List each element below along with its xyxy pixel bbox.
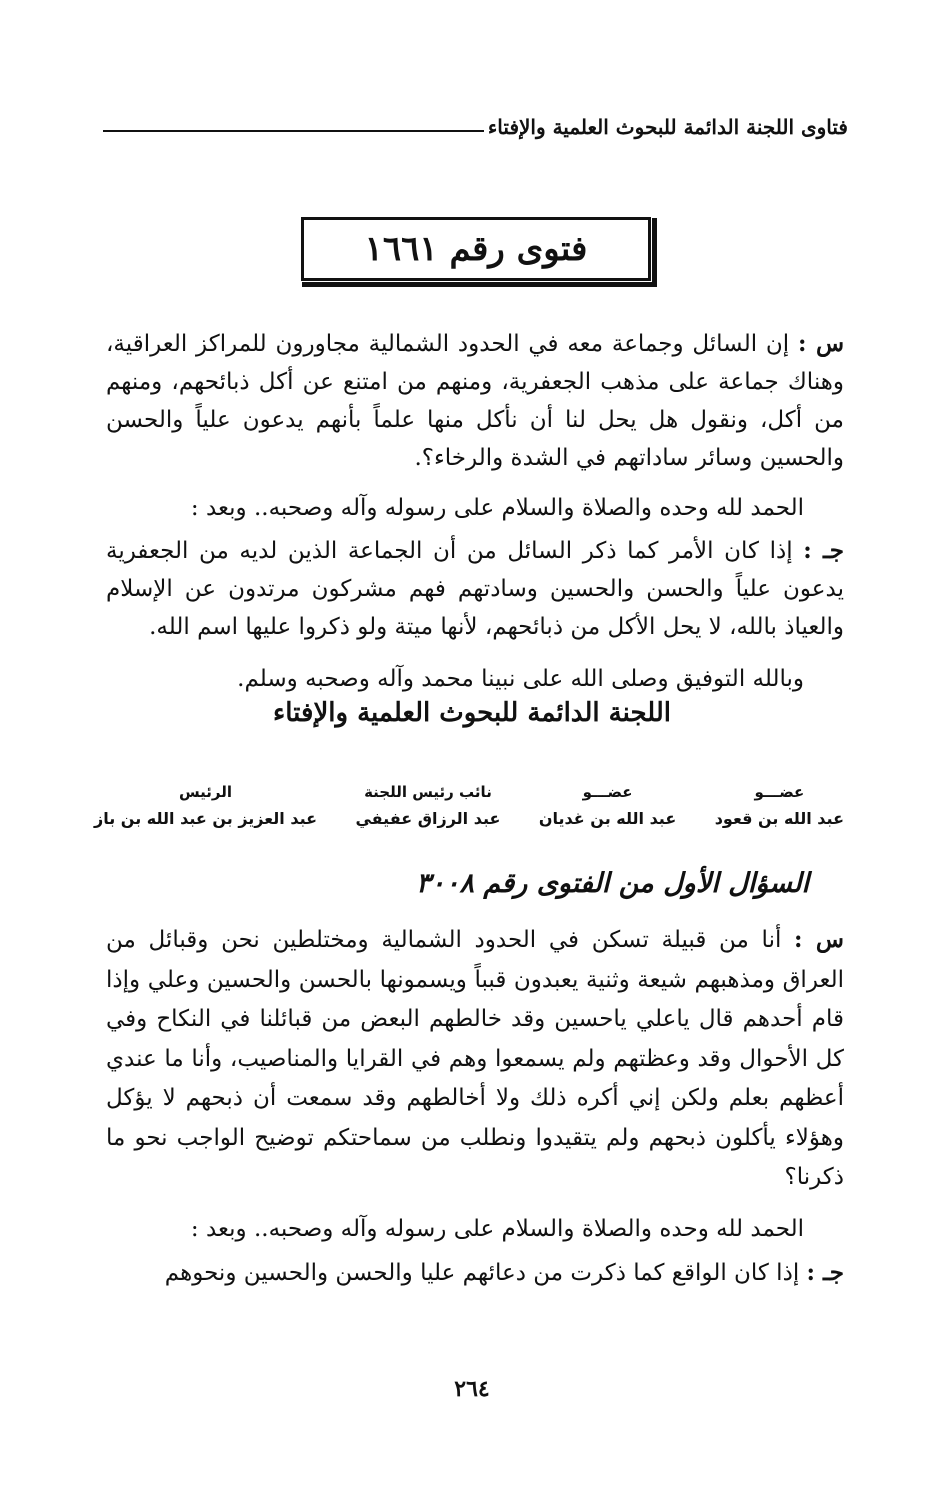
question-marker: س : [797,330,845,357]
running-header-title: فتاوى اللجنة الدائمة للبحوث العلمية والإفتاء [487,115,848,139]
member-name: عبد الله بن غديان [538,809,677,828]
header-rule [103,130,484,132]
second-question-marker: س : [794,926,844,953]
second-question-paragraph [106,920,844,1198]
member-2 [539,783,676,828]
committee-members [94,783,844,828]
question-paragraph [106,325,844,477]
fatwa-title: فتوى رقم ١٦٦١ [364,229,588,269]
praise-line [106,489,844,527]
closing-text: وبالله التوفيق وصلى الله على نبينا محمد وآله وصحبه وسلم. [237,666,804,692]
member-4 [94,783,317,828]
running-header [103,112,848,142]
member-role: عضـــو [582,783,633,801]
praise-text: الحمد لله وحده والصلاة والسلام على رسوله وآله وصحبه.. وبعد : [190,495,804,521]
second-praise-line [106,1210,844,1248]
second-fatwa-heading: السؤال الأول من الفتوى رقم ٣٠٠٨ [416,868,809,899]
member-1 [715,783,844,828]
second-answer-text: إذا كان الواقع كما ذكرت من دعائهم عليا والحسن والحسين ونحوهم [164,1260,800,1286]
member-role: الرئيس [178,783,233,801]
second-praise-text: الحمد لله وحده والصلاة والسلام على رسوله وآله وصحبه.. وبعد : [190,1216,804,1242]
second-question-text: أنا من قبيلة تسكن في الحدود الشمالية ومختلطين نحن وقبائل من العراق ومذهبهم شيعة وثنية يعبدون قبباً ويسمونها بالحسن والحسين وعلي وإذا قام أحدهم قال ياعلي ياحسين وقد خالطهم البعض من قبائلنا في النكاح وفي كل الأحوال وقد وعظتهم ولم يسمعوا وهم في القرايا والمناصيب، وأنا ما عندي أعظهم بعلم ولكن إني أكره ذلك ولا أخالطهم وقد سمعت أن ذبحهم لا يؤكل وهؤلاء يأكلون ذبحهم ولم يتقيدوا ونطلب من سماحتكم توضيح الواجب نحو ما ذكرنا؟ [106,927,844,1190]
member-name: عبد الرزاق عفيفي [355,809,501,828]
member-role: نائب رئيس اللجنة [364,783,492,801]
fatwa-title-box [301,217,651,281]
member-name: عبد الله بن قعود [714,809,844,828]
second-answer-marker: جـ : [806,1259,844,1286]
closing-line [106,660,844,698]
question-text: إن السائل وجماعة معه في الحدود الشمالية مجاورون للمراكز العراقية، وهناك جماعة على مذهب الجعفرية، ومنهم من امتنع عن أكل ذبائحهم، ومنهم من أكل، ونقول هل يحل لنا أن نأكل منها علماً بأنهم يدعون علياً والحسن والحسين وسائر ساداتهم في الشدة والرخاء؟. [106,331,844,471]
member-3 [355,783,500,828]
answer-marker: جـ : [803,537,844,564]
member-role: عضـــو [754,783,805,801]
answer-paragraph [106,532,844,646]
page-number: ٢٦٤ [454,1376,490,1402]
member-name: عبد العزيز بن عبد الله بن باز [94,809,318,828]
second-answer-paragraph [106,1254,844,1292]
committee-signature: اللجنة الدائمة للبحوث العلمية والإفتاء [273,698,671,728]
answer-text: إذا كان الأمر كما ذكر السائل من أن الجماعة الذين لديه من الجعفرية يدعون علياً والحسن والحسين وسادتهم فهم مشركون مرتدون عن الإسلام والعياذ بالله، لا يحل الأكل من ذبائحهم، لأنها ميتة ولو ذكروا عليها اسم الله. [106,538,844,640]
